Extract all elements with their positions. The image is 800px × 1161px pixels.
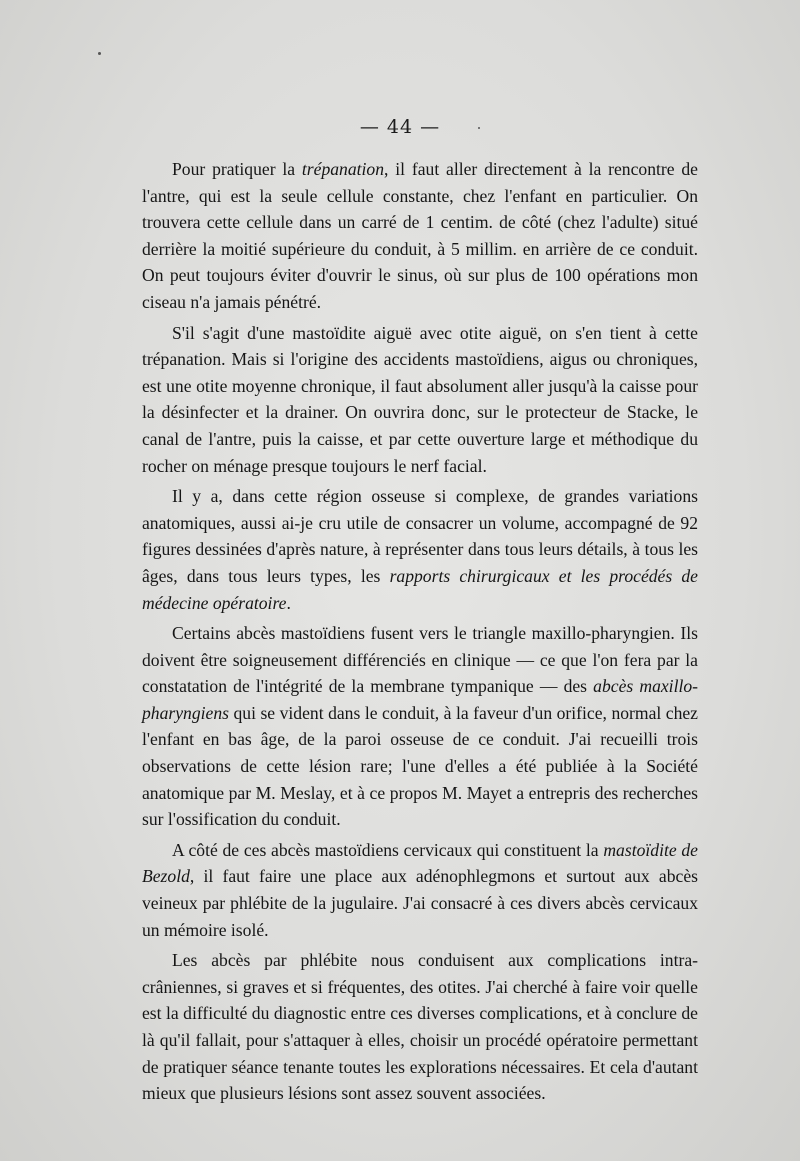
paragraph-complications-intracraniennes: Les abcès par phlébite nous conduisent aux complications intra-crâniennes, si graves et si fréquentes, des otites. J'ai cherché à faire voir quelle est la difficulté du diagnostic entre ces diverses complications, et à conclure de là qu'il fallait, pour s'attaquer à elles, choisir un procédé opératoire permettant de pratiquer séance tenante toutes les explorations nécessaires. Et cela d'autant mieux que plusieurs lésions sont assez souvent associées. <box>142 950 698 1104</box>
paragraph-mastoidite-bezold: A côté de ces abcès mastoïdiens cervicaux qui constituent la mastoïdite de Bezold, il faut faire une place aux adénophlegmons et surtout aux abcès veineux par phlébite de la jugulaire. J'ai consacré à ces divers abcès cervicaux un mémoire isolé. <box>142 839 698 940</box>
paragraph-variations-anatomiques: Il y a, dans cette région osseuse si complexe, de grandes variations anatomiques, aussi ai-je cru utile de consacrer un volume, accompagné de 92 figures dessinées d'après nature, à représenter dans tous leurs détails, à tous les âges, dans tous leurs types, les rapports chirurgicaux et les procédés de médecine opératoire. <box>142 486 698 613</box>
italic-term: rapports chirurgicaux et les procédés de médecine opératoire <box>142 565 698 613</box>
body-text <box>142 156 698 1107</box>
italic-term: trépanation <box>301 159 385 179</box>
italic-term: abcès maxillo-pharyngiens <box>142 676 698 723</box>
paragraph-trepanation: Pour pratiquer la trépanation, il faut aller directement à la rencontre de l'antre, qui est la seule cellule constante, chez l'enfant en particulier. On trouvera cette cellule dans un carré de 1 centim. de côté (chez l'adulte) situé derrière la moitié supérieure du conduit, à 5 millim. en arrière de ce conduit. On peut toujours éviter d'ouvrir le sinus, où sur plus de 100 opérations mon ciseau n'a jamais pénétré. <box>142 159 698 312</box>
paragraph-abces-maxillo-pharyngiens: Certains abcès mastoïdiens fusent vers le triangle maxillo-pharyngien. Ils doivent être soigneusement différenciés en clinique — ce que l'on fera par la constatation de l'intégrité de la membrane tympanique — des abcès maxillo-pharyngiens qui se vident dans le conduit, à la faveur d'un orifice, normal chez l'enfant en bas âge, de la paroi osseuse de ce conduit. J'ai recueilli trois observations de cette lésion rare; l'une d'elles a été publiée à la Société anatomique par M. Meslay, et à ce propos M. Mayet a entrepris des recherches sur l'ossification du conduit. <box>142 623 698 830</box>
italic-term: mastoïdite de Bezold <box>142 839 698 887</box>
page-number: — 44 — <box>359 116 441 138</box>
paragraph-mastoidite-aigue: S'il s'agit d'une mastoïdite aiguë avec otite aiguë, on s'en tient à cette trépanation. Mais si l'origine des accidents mastoïdiens, aigus ou chroniques, est une otite moyenne chronique, il faut absolument aller jusqu'à la caisse pour la désinfecter et la drainer. On ouvrira donc, sur le protecteur de Stacke, le canal de l'antre, puis la caisse, et par cette ouverture large et méthodique du rocher on ménage presque toujours le nerf facial. <box>142 322 698 476</box>
paper-speck <box>98 52 101 55</box>
